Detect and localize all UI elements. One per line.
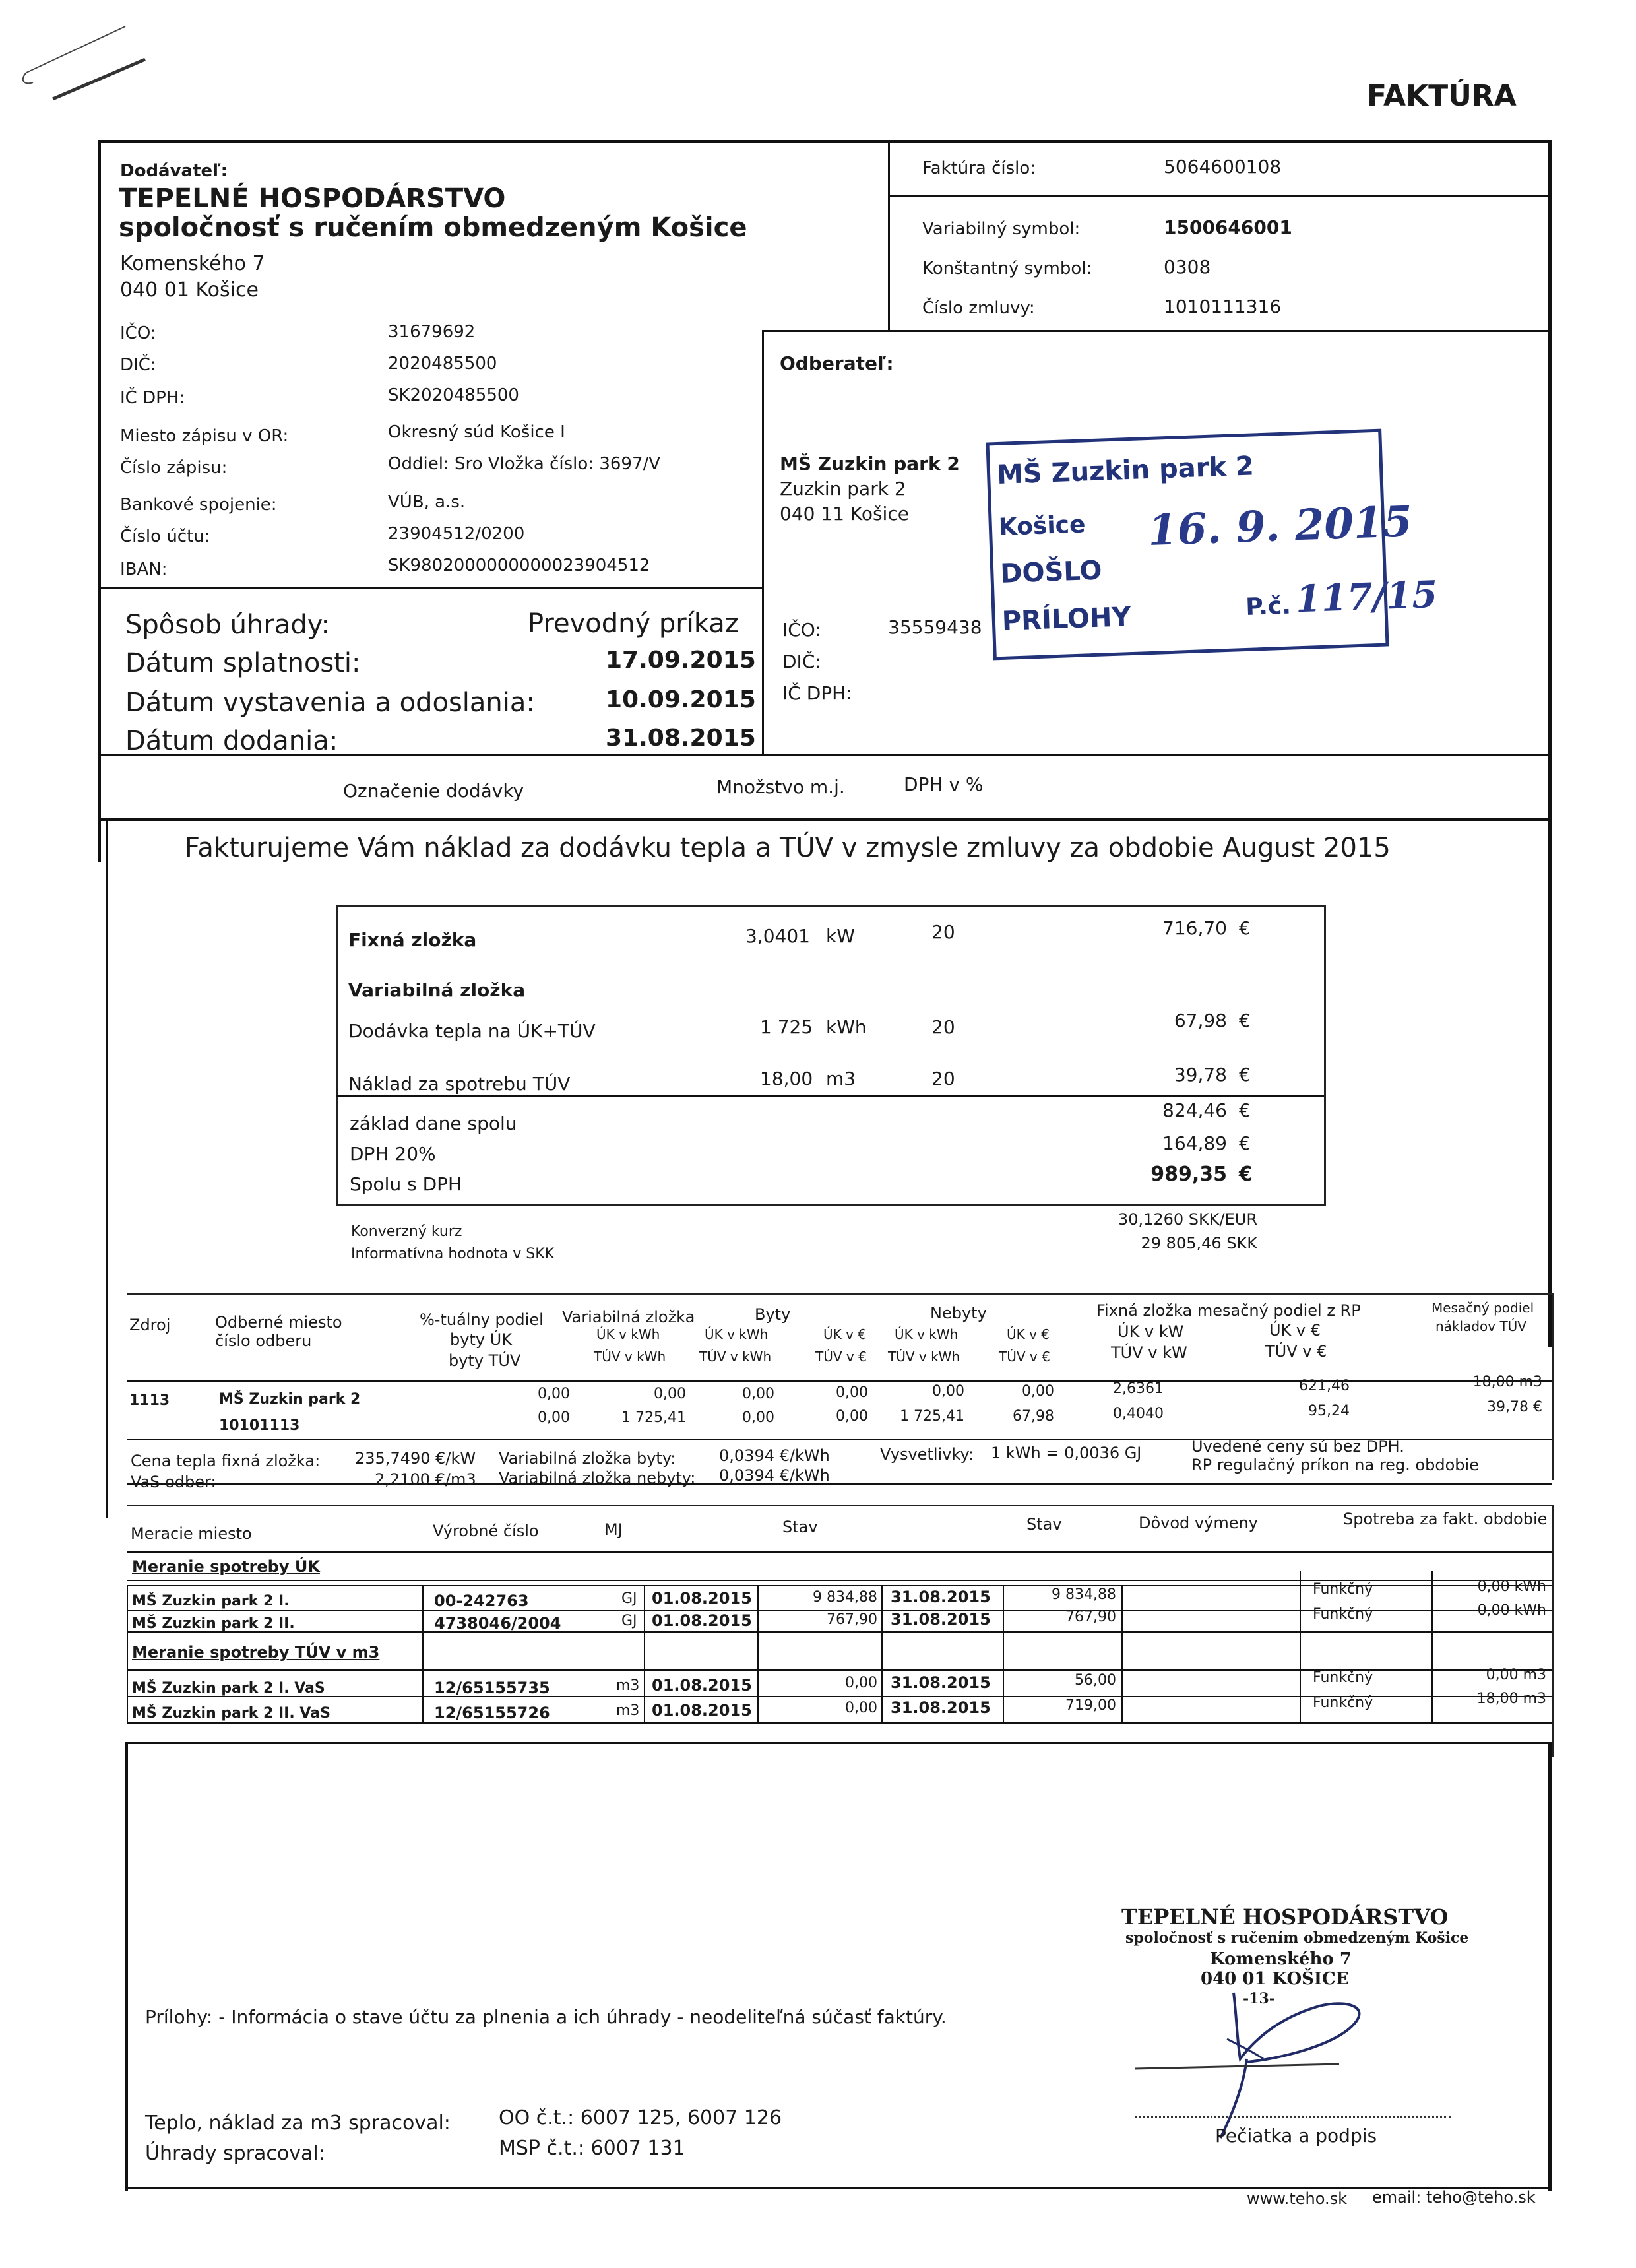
ico-label: IČO: — [120, 323, 156, 343]
email-link[interactable]: email: teho@teho.sk — [1372, 2188, 1536, 2207]
contract-value: 1010111316 — [1164, 296, 1282, 317]
price-vn: 0,0394 €/kWh — [719, 1466, 830, 1485]
h-monthly1: Mesačný podiel — [1432, 1300, 1534, 1316]
h-uk-e-1: ÚK v € — [823, 1326, 867, 1342]
vs-label: Variabilný symbol: — [922, 219, 1081, 239]
h-fix-tuv-e: TÚV v € — [1265, 1342, 1327, 1361]
info-skk: 29 805,46 SKK — [1141, 1234, 1257, 1252]
supplier-street: Komenského 7 — [120, 252, 265, 275]
stamp-line4: PRÍLOHY — [1001, 602, 1132, 637]
heat-currency: € — [1239, 1010, 1251, 1031]
signature-line — [1135, 2116, 1451, 2118]
m4-date2: 31.08.2015 — [891, 1699, 991, 1717]
meters-vline-v1 — [881, 1585, 883, 1722]
seal-line2: spoločnosť s ručením obmedzeným Košice — [1125, 1929, 1469, 1947]
received-stamp — [986, 429, 1439, 661]
iban-value: SK9802000000000023904512 — [388, 556, 650, 575]
m1-mj: GJ — [621, 1590, 637, 1607]
tuv-vat: 20 — [931, 1068, 955, 1089]
due-date: 17.09.2015 — [606, 647, 756, 674]
divider-invnum — [888, 195, 1550, 197]
customer-dic-label: DIČ: — [782, 651, 821, 672]
m2-state: Funkčný — [1313, 1606, 1373, 1623]
mh-place: Meracie miesto — [131, 1524, 252, 1543]
m4-value2: 719,00 — [1065, 1697, 1116, 1714]
h-byty: Byty — [755, 1305, 791, 1324]
total-amount: 989,35 — [1150, 1163, 1227, 1186]
icdph-label: IČ DPH: — [120, 388, 185, 408]
meters-section-uk: Meranie spotreby ÚK — [132, 1557, 320, 1576]
seal-line4: 040 01 KOŠICE — [1201, 1969, 1349, 1989]
variable-label: Variabilná zložka — [348, 979, 526, 1001]
info-skk-label: Informatívna hodnota v SKK — [351, 1246, 555, 1262]
fixed-vat: 20 — [931, 921, 955, 943]
stamp-pc-label: P.č. — [1245, 592, 1292, 621]
m1-state: Funkčný — [1313, 1581, 1373, 1598]
total-label: Spolu s DPH — [350, 1173, 462, 1195]
reg-value: Oddiel: Sro Vložka číslo: 3697/V — [388, 454, 661, 474]
r2-c8: 95,24 — [1308, 1403, 1350, 1419]
reg-label: Číslo zápisu: — [120, 458, 228, 478]
r1-c9: 18,00 m3 — [1472, 1374, 1542, 1390]
m1-date2: 31.08.2015 — [891, 1588, 991, 1606]
r1-c7: 2,6361 — [1113, 1380, 1164, 1397]
m4-serial: 12/65155726 — [434, 1704, 550, 1722]
customer-name: MŠ Zuzkin park 2 — [780, 453, 960, 474]
explanation: 1 kWh = 0,0036 GJ — [991, 1444, 1142, 1462]
h-tuv-e-1: TÚV v € — [815, 1349, 867, 1365]
note-rp: RP regulačný príkon na reg. obdobie — [1191, 1456, 1479, 1474]
h-podiel2: byty ÚK — [450, 1330, 512, 1349]
vs-value: 1500646001 — [1164, 216, 1292, 238]
frame-right — [1548, 140, 1552, 1347]
h-tuv-kwh-3: TÚV v kWh — [888, 1349, 960, 1365]
frame-left-mid — [106, 818, 108, 1518]
divider-customer-left — [762, 330, 764, 756]
account-label: Číslo účtu: — [120, 527, 210, 546]
paperclip-icon — [20, 20, 152, 106]
m1-consumption: 0,00 kWh — [1477, 1578, 1546, 1595]
icdph-value: SK2020485500 — [388, 385, 519, 405]
or-value: Okresný súd Košice I — [388, 422, 565, 442]
r2-c1: 0,00 — [538, 1409, 570, 1426]
price-vb: 0,0394 €/kWh — [719, 1446, 830, 1465]
website-link[interactable]: www.teho.sk — [1247, 2189, 1347, 2208]
meters-row4-divider — [127, 1722, 1552, 1724]
ks-label: Konštantný symbol: — [922, 259, 1092, 278]
r1-c6: 0,00 — [1022, 1383, 1054, 1400]
row-zdroj: 1113 — [129, 1392, 170, 1409]
customer-icdph-label: IČ DPH: — [782, 682, 852, 704]
payment-method: Prevodný príkaz — [528, 608, 739, 639]
m3-place: MŠ Zuzkin park 2 I. VaS — [132, 1680, 325, 1697]
m4-consumption: 18,00 m3 — [1476, 1691, 1546, 1707]
mh-serial: Výrobné číslo — [433, 1522, 539, 1540]
m3-serial: 12/65155735 — [434, 1679, 550, 1697]
m2-place: MŠ Zuzkin park 2 II. — [132, 1615, 295, 1632]
base-label: základ dane spolu — [350, 1113, 517, 1134]
dic-label: DIČ: — [120, 355, 156, 375]
stamp-line1: MŠ Zuzkin park 2 — [996, 451, 1255, 491]
h-uk-kwh-2: ÚK v kWh — [705, 1326, 769, 1342]
m1-serial: 00-242763 — [434, 1592, 529, 1610]
m3-date1: 01.08.2015 — [652, 1676, 752, 1695]
price-fixed: 235,7490 €/kW — [355, 1449, 476, 1468]
fixed-currency: € — [1239, 917, 1251, 939]
r2-c2: 1 725,41 — [621, 1409, 686, 1426]
r2-c5: 1 725,41 — [900, 1408, 964, 1425]
h-fix-uk-kw: ÚK v kW — [1117, 1322, 1184, 1341]
stamp-line3: DOŠLO — [999, 555, 1103, 589]
meters-table — [127, 1505, 1554, 1757]
tuv-unit: m3 — [826, 1068, 856, 1089]
m3-consumption: 0,00 m3 — [1486, 1667, 1546, 1683]
seal-line5: -13- — [1243, 1990, 1275, 2007]
total-currency: € — [1239, 1163, 1253, 1186]
dic-value: 2020485500 — [388, 354, 497, 373]
r1-c3: 0,00 — [742, 1386, 774, 1402]
meters-bottom — [127, 1742, 1552, 1744]
ks-value: 0308 — [1164, 256, 1211, 278]
h-monthly2: nákladov TÚV — [1435, 1318, 1526, 1334]
tuv-currency: € — [1239, 1064, 1251, 1085]
issued-date-label: Dátum vystavenia a odoslania: — [125, 688, 535, 718]
customer-ico-label: IČO: — [782, 619, 821, 641]
tuv-qty: 18,00 — [760, 1068, 813, 1089]
supplier-city: 040 01 Košice — [120, 278, 259, 302]
vat-label: DPH 20% — [350, 1143, 436, 1165]
payment-method-label: Spôsob úhrady: — [125, 610, 330, 640]
attachments-note: Prílohy: - Informácia o stave účtu za plnenia a ich úhrady - neodeliteľná súčasť faktúry. — [145, 2006, 947, 2028]
explanation-label: Vysvetlivky: — [880, 1445, 974, 1464]
frame-left-bottom — [125, 1742, 128, 2191]
r2-c3: 0,00 — [742, 1409, 774, 1426]
mh-state2: Stav — [1026, 1515, 1062, 1534]
intro-text: Fakturujeme Vám náklad za dodávku tepla a TÚV v zmysle zmluvy za obdobie August 2015 — [185, 833, 1391, 863]
fixed-unit: kW — [826, 925, 855, 947]
m3-date2: 31.08.2015 — [891, 1673, 991, 1692]
m4-mj: m3 — [616, 1702, 640, 1719]
account-value: 23904512/0200 — [388, 524, 525, 544]
invoice-title: FAKTÚRA — [1367, 79, 1517, 113]
heat-vat: 20 — [931, 1016, 955, 1038]
customer-city: 040 11 Košice — [780, 503, 909, 525]
frame-right-bottom — [1548, 1742, 1552, 2191]
stamp-pc-handwritten: 117/15 — [1294, 572, 1439, 622]
row-name: MŠ Zuzkin park 2 — [219, 1391, 361, 1408]
h-zdroj: Zdroj — [129, 1316, 171, 1334]
processed-heat-label: Teplo, náklad za m3 spracoval: — [145, 2112, 451, 2135]
mh-state1: Stav — [782, 1518, 818, 1536]
m4-value1: 0,00 — [845, 1700, 877, 1716]
bank-value: VÚB, a.s. — [388, 492, 466, 512]
due-date-label: Dátum splatnosti: — [125, 648, 361, 678]
fixed-amount: 716,70 — [1162, 917, 1227, 939]
col-delivery: Označenie dodávky — [343, 780, 524, 802]
heat-unit: kWh — [826, 1016, 867, 1038]
h-miesto1: Odberné miesto — [215, 1313, 342, 1332]
m1-place: MŠ Zuzkin park 2 I. — [132, 1593, 290, 1609]
r1-c2: 0,00 — [654, 1386, 686, 1402]
base-amount: 824,46 — [1162, 1099, 1227, 1121]
h-nebyty: Nebyty — [930, 1304, 987, 1322]
h-variable: Variabilná zložka — [562, 1308, 695, 1326]
contract-label: Číslo zmluvy: — [922, 298, 1035, 318]
h-fix-tuv-kw: TÚV v kW — [1111, 1344, 1187, 1362]
m1-value2: 9 834,88 — [1052, 1586, 1116, 1603]
supplier-label: Dodávateľ: — [120, 161, 228, 181]
col-quantity: Množstvo m.j. — [716, 776, 845, 798]
m4-state: Funkčný — [1313, 1695, 1373, 1711]
vat-currency: € — [1239, 1132, 1251, 1154]
customer-street: Zuzkin park 2 — [780, 478, 906, 500]
m3-value2: 56,00 — [1075, 1672, 1116, 1689]
meters-row2-divider — [127, 1631, 1552, 1633]
processed-payments: MSP č.t.: 6007 131 — [499, 2137, 685, 2160]
meters-header-divider — [127, 1551, 1552, 1553]
meters-vline-mj — [644, 1585, 645, 1722]
dist-bottom — [127, 1483, 1552, 1485]
row-number: 10101113 — [219, 1417, 300, 1434]
divider-invoice — [888, 140, 890, 331]
items-box — [336, 905, 1326, 1206]
h-uk-kwh-3: ÚK v kWh — [895, 1326, 959, 1342]
note-prices: Uvedené ceny sú bez DPH. — [1191, 1437, 1404, 1456]
meters-vline-state — [1300, 1571, 1301, 1722]
m2-value2: 767,90 — [1065, 1609, 1116, 1625]
conversion-rate: 30,1260 SKK/EUR — [1117, 1210, 1257, 1229]
r2-c7: 0,4040 — [1113, 1406, 1164, 1422]
col-vat: DPH v % — [904, 773, 984, 795]
price-fixed-label: Cena tepla fixná zložka: — [131, 1452, 321, 1470]
base-currency: € — [1239, 1099, 1251, 1121]
h-tuv-e-2: TÚV v € — [999, 1349, 1050, 1365]
m2-serial: 4738046/2004 — [434, 1614, 561, 1633]
price-vb-label: Variabilná zložka byty: — [499, 1449, 676, 1468]
h-tuv-kwh-2: TÚV v kWh — [699, 1349, 772, 1365]
r2-c4: 0,00 — [836, 1408, 868, 1425]
tuv-label: Náklad za spotrebu TÚV — [348, 1073, 571, 1095]
stamp-line2: Košice — [998, 511, 1086, 541]
h-tuv-kwh-1: TÚV v kWh — [594, 1349, 666, 1365]
m2-mj: GJ — [621, 1613, 637, 1629]
r1-c1: 0,00 — [538, 1386, 570, 1402]
m4-date1: 01.08.2015 — [652, 1701, 752, 1720]
conversion-rate-label: Konverzný kurz — [351, 1223, 462, 1240]
customer-label: Odberateľ: — [780, 352, 894, 374]
ico-value: 31679692 — [388, 322, 476, 342]
divider-columns-bottom — [98, 818, 1552, 821]
m3-mj: m3 — [616, 1677, 640, 1694]
tuv-amount: 39,78 — [1174, 1064, 1227, 1085]
processed-heat: OO č.t.: 6007 125, 6007 126 — [499, 2106, 782, 2129]
fixed-qty: 3,0401 — [745, 925, 810, 947]
invoice-number: 5064600108 — [1164, 156, 1282, 178]
processed-payments-label: Úhrady spracoval: — [145, 2142, 325, 2165]
delivery-date: 31.08.2015 — [606, 725, 756, 752]
delivery-date-label: Dátum dodania: — [125, 726, 338, 756]
seal-line3: Komenského 7 — [1210, 1949, 1352, 1969]
mh-mj: MJ — [604, 1520, 623, 1539]
m3-value1: 0,00 — [845, 1675, 877, 1691]
invoice-number-label: Faktúra číslo: — [922, 158, 1036, 178]
frame-top — [98, 140, 1552, 143]
h-podiel1: %-tuálny podiel — [420, 1311, 544, 1329]
customer-ico: 35559438 — [888, 616, 982, 638]
or-label: Miesto zápisu v OR: — [120, 426, 289, 446]
stamp-date-handwritten: 16. 9. 2015 — [1147, 497, 1414, 556]
mh-reason: Dôvod výmeny — [1139, 1514, 1258, 1532]
supplier-name: TEPELNÉ HOSPODÁRSTVO — [119, 183, 506, 214]
heat-qty: 1 725 — [760, 1016, 813, 1038]
fixed-label: Fixná zložka — [348, 929, 477, 951]
items-divider — [336, 1095, 1324, 1097]
h-fix-uk-e: ÚK v € — [1269, 1321, 1321, 1340]
heat-amount: 67,98 — [1174, 1010, 1227, 1031]
m2-date2: 31.08.2015 — [891, 1610, 991, 1629]
price-vas: 2,2100 €/m3 — [375, 1470, 476, 1489]
mh-consumption: Spotreba za fakt. obdobie — [1343, 1510, 1548, 1528]
m4-place: MŠ Zuzkin park 2 II. VaS — [132, 1705, 330, 1722]
seal-line1: TEPELNÉ HOSPODÁRSTVO — [1121, 1904, 1449, 1929]
r2-c9: 39,78 € — [1487, 1399, 1542, 1415]
r1-c4: 0,00 — [836, 1384, 868, 1401]
stamp-signature-label: Pečiatka a podpis — [1215, 2125, 1377, 2147]
divider-payment-top — [98, 587, 764, 589]
h-fixed: Fixná zložka mesačný podiel z RP — [1096, 1301, 1361, 1320]
m2-date1: 01.08.2015 — [652, 1611, 752, 1630]
bank-label: Bankové spojenie: — [120, 495, 277, 515]
divider-customer-top — [762, 330, 1550, 332]
supplier-company-type: spoločnosť s ručením obmedzeným Košice — [119, 212, 747, 243]
m2-consumption: 0,00 kWh — [1477, 1602, 1546, 1619]
h-podiel3: byty TÚV — [449, 1351, 521, 1370]
meters-section-tuv: Meranie spotreby TÚV v m3 — [132, 1643, 380, 1662]
price-vas-label: VaS odber: — [131, 1473, 216, 1491]
m1-date1: 01.08.2015 — [652, 1589, 752, 1607]
iban-label: IBAN: — [120, 560, 168, 579]
h-miesto2: číslo odberu — [215, 1332, 312, 1350]
r1-c5: 0,00 — [932, 1383, 964, 1400]
meters-vline-cons — [1432, 1571, 1433, 1722]
meters-vline-serial — [422, 1585, 424, 1722]
issued-date: 10.09.2015 — [606, 686, 756, 713]
meters-vline-left — [127, 1585, 128, 1722]
m3-state: Funkčný — [1313, 1669, 1373, 1686]
r1-c8: 621,46 — [1299, 1378, 1350, 1394]
vat-amount: 164,89 — [1162, 1132, 1227, 1154]
heat-label: Dodávka tepla na ÚK+TÚV — [348, 1020, 596, 1042]
m2-value1: 767,90 — [827, 1611, 877, 1628]
h-uk-kwh-1: ÚK v kWh — [596, 1326, 660, 1342]
meters-vline-v2 — [1121, 1585, 1123, 1722]
h-uk-e-2: ÚK v € — [1007, 1326, 1050, 1342]
price-vn-label: Variabilná zložka nebyty: — [499, 1469, 696, 1487]
m1-value1: 9 834,88 — [813, 1589, 877, 1605]
r2-c6: 67,98 — [1013, 1408, 1054, 1425]
